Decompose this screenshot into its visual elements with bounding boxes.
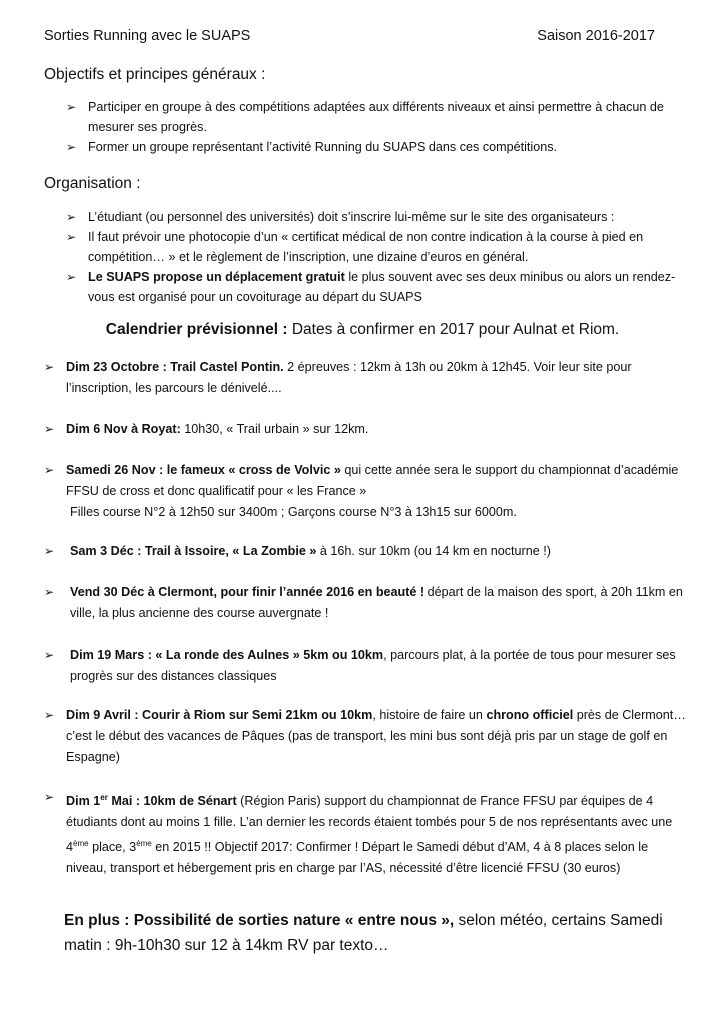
page-header [44,28,655,44]
arrow-bullet-icon: ➢ [44,585,55,599]
arrow-bullet-icon: ➢ [66,270,77,284]
list-item: ➢ Participer en groupe à des compétitions adaptées aux différents niveaux et ainsi permettre à chacun de mesurer ses progrès. [66,97,676,137]
list-item: ➢ Il faut prévoir une photocopie d’un « certificat médical de non contre indication à la course à pied en compétition… » et le règlement de l’inscription, une dizaine d’euros en général. [66,227,676,267]
organisation-list [66,207,676,307]
header-season: Saison 2016-2017 [537,28,655,44]
arrow-bullet-icon: ➢ [44,708,55,722]
event-item: ➢ Dim 1er Mai : 10km de Sénart (Région Paris) support du championnat de France FFSU par équipes de 4 étudiants dont au moins 1 fille. L’an dernier les records étaient tombés pour 5 de nos représentants avec une 4ème place, 3ème en 2015 !! Objectif 2017: Confirmer ! Départ le Samedi début d’AM, 4 à 8 places selon le niveau, transport et hébergement pris en charge par l’AS, nécessité d’être licencié FFSU (30 euros) [44,787,689,879]
event-item: ➢ Dim 23 Octobre : Trail Castel Pontin. 2 épreuves : 12km à 13h ou 20km à 12h45. Voir leur site pour l’inscription, les parcours le dénivelé.... [44,357,689,399]
extra-note: En plus : Possibilité de sorties nature « entre nous », selon météo, certains Samedi matin : 9h-10h30 sur 12 à 14km RV par texto… [64,912,663,954]
event-item: ➢ Dim 9 Avril : Courir à Riom sur Semi 21km ou 10km, histoire de faire un chrono officiel près de Clermont…c’est le début des vacances de Pâques (pas de transport, les mini bus sont déjà pris par un stage de golf en Espagne) [44,705,689,768]
event-item: ➢ Samedi 26 Nov : le fameux « cross de Volvic » qui cette année sera le support du championnat d’académie FFSU de cross et donc qualificatif pour « les France » Filles course N°2 à 12h50 sur 3400m ; Garçons course N°3 à 13h15 sur 6000m. [44,460,689,523]
arrow-bullet-icon: ➢ [44,422,55,436]
header-title: Sorties Running avec le SUAPS [44,28,251,44]
organisation-heading: Organisation : [44,175,141,192]
event-item: ➢ Dim 6 Nov à Royat: 10h30, « Trail urbain » sur 12km. [44,419,689,440]
list-item: ➢ Le SUAPS propose un déplacement gratuit le plus souvent avec ses deux minibus ou alors un rendez-vous est organisé pour un covoiturage au départ du SUAPS [66,267,676,307]
event-item: ➢ Vend 30 Déc à Clermont, pour finir l’année 2016 en beauté ! départ de la maison des sport, à 20h 11km en ville, la plus ancienne des course auvergnate ! [44,582,689,624]
objectifs-heading: Objectifs et principes généraux : [44,66,266,83]
arrow-bullet-icon: ➢ [44,790,55,804]
arrow-bullet-icon: ➢ [44,360,55,374]
objectifs-list [66,97,676,157]
arrow-bullet-icon: ➢ [66,140,77,154]
calendrier-heading: Calendrier prévisionnel : Dates à confirmer en 2017 pour Aulnat et Riom. [105,321,620,338]
arrow-bullet-icon: ➢ [66,100,77,114]
event-item: ➢ Dim 19 Mars : « La ronde des Aulnes » 5km ou 10km, parcours plat, à la portée de tous pour mesurer ses progrès sur des distances classiques [44,645,689,687]
arrow-bullet-icon: ➢ [44,463,55,477]
arrow-bullet-icon: ➢ [66,210,77,224]
event-item: ➢ Sam 3 Déc : Trail à Issoire, « La Zombie » à 16h. sur 10km (ou 14 km en nocturne !) [44,541,689,562]
arrow-bullet-icon: ➢ [66,230,77,244]
arrow-bullet-icon: ➢ [44,544,55,558]
list-item: ➢ Former un groupe représentant l’activité Running du SUAPS dans ces compétitions. [66,137,676,157]
list-item: ➢ L’étudiant (ou personnel des universités) doit s’inscrire lui-même sur le site des organisateurs : [66,207,676,227]
arrow-bullet-icon: ➢ [44,648,55,662]
